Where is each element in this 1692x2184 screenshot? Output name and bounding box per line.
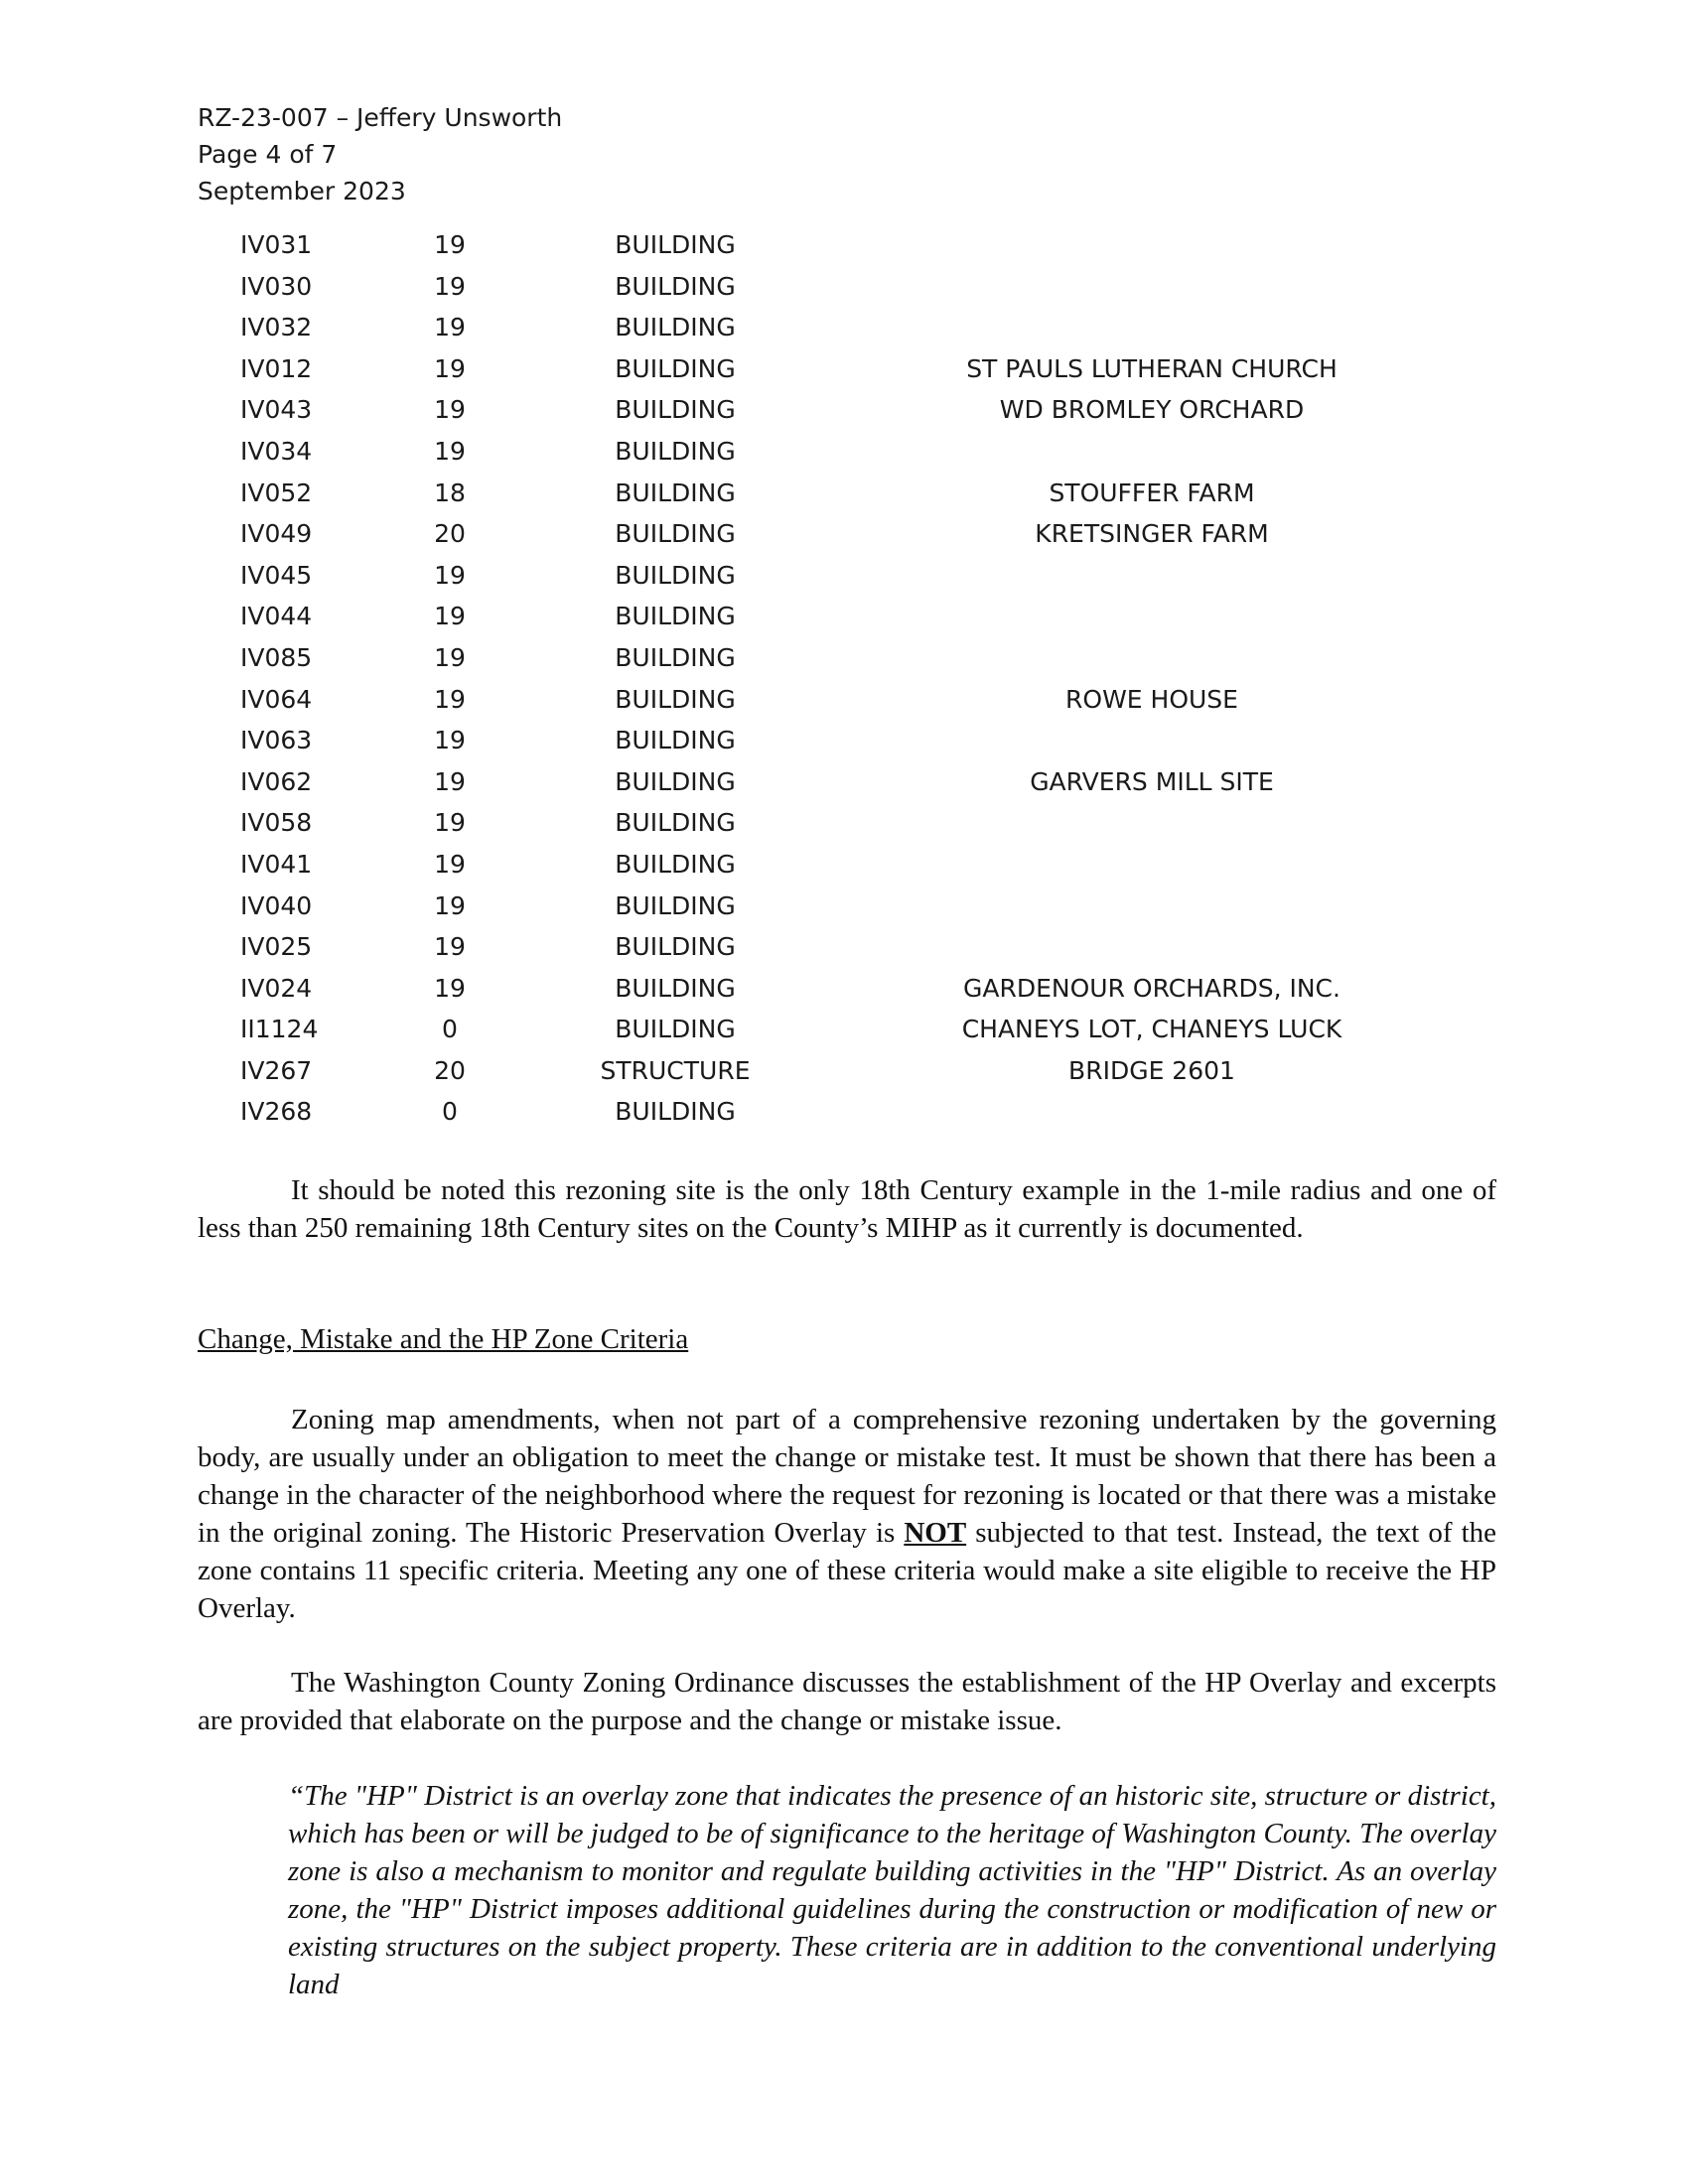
site-name: WD BROMLEY ORCHARD [999,395,1305,425]
site-type: BUILDING [615,642,736,672]
table-row [0,224,1692,266]
site-value: 20 [434,519,466,549]
site-id: IV064 [240,684,313,714]
site-id: IV012 [240,353,313,383]
table-row [0,802,1692,844]
site-name: BRIDGE 2601 [1068,1055,1235,1085]
site-value: 19 [434,808,466,838]
table-row [0,596,1692,637]
historic-sites-table [0,224,1692,1133]
document-date: September 2023 [198,177,406,205]
table-row [0,1009,1692,1050]
site-type: BUILDING [615,684,736,714]
site-id: IV031 [240,230,313,259]
site-type: BUILDING [615,436,736,466]
site-name: CHANEYS LOT, CHANEYS LUCK [961,1015,1342,1044]
site-id: IV062 [240,766,313,796]
site-value: 19 [434,271,466,301]
table-row [0,720,1692,761]
site-id: IV045 [240,560,313,590]
site-value: 19 [434,602,466,631]
site-type: BUILDING [615,1097,736,1127]
site-type: BUILDING [615,602,736,631]
site-name: STOUFFER FARM [1049,478,1255,507]
site-value: 0 [442,1097,458,1127]
table-row [0,348,1692,390]
site-value: 18 [434,478,466,507]
site-type: BUILDING [615,519,736,549]
table-row [0,968,1692,1010]
ordinance-quote: “The "HP" District is an overlay zone that indicates the presence of an historic site, structure or district, which has been or will be judged to be of significance to the heritage of Washington County. The overlay zone is also a mechanism to monitor and regulate building activities in the "HP" District. As an overlay zone, the "HP" District imposes additional guidelines during the construction or modification of new or existing structures on the subject property. These criteria are in addition to the conventional underlying land [288,1780,1496,2000]
table-row [0,886,1692,927]
site-type: BUILDING [615,395,736,425]
site-type: BUILDING [615,478,736,507]
site-value: 19 [434,726,466,755]
site-id: IV032 [240,313,313,342]
site-type: BUILDING [615,230,736,259]
site-value: 19 [434,436,466,466]
site-type: BUILDING [615,849,736,879]
site-id: IV040 [240,890,313,920]
table-row [0,431,1692,473]
table-row [0,513,1692,555]
table-row [0,844,1692,886]
site-id: IV267 [240,1055,313,1085]
site-type: BUILDING [615,271,736,301]
table-row [0,679,1692,721]
site-id: IV041 [240,849,313,879]
site-type: BUILDING [615,766,736,796]
site-type: BUILDING [615,313,736,342]
site-value: 0 [442,1015,458,1044]
site-value: 19 [434,766,466,796]
site-id: IV044 [240,602,313,631]
site-name: GARDENOUR ORCHARDS, INC. [963,973,1340,1003]
site-value: 19 [434,642,466,672]
site-id: IV063 [240,726,313,755]
site-name: KRETSINGER FARM [1035,519,1269,549]
site-id: II1124 [240,1015,319,1044]
section-heading: Change, Mistake and the HP Zone Criteria [198,1323,689,1355]
site-id: IV268 [240,1097,313,1127]
site-type: BUILDING [615,973,736,1003]
table-row [0,307,1692,348]
site-id: IV049 [240,519,313,549]
site-value: 19 [434,313,466,342]
site-value: 19 [434,684,466,714]
site-type: BUILDING [615,932,736,962]
table-row [0,761,1692,803]
emphasis-not: NOT [904,1517,967,1549]
case-number: RZ-23-007 – Jeffery Unsworth [198,103,563,132]
site-type: BUILDING [615,1015,736,1044]
site-value: 19 [434,973,466,1003]
site-id: IV043 [240,395,313,425]
paragraph-zoning-amendments: Zoning map amendments, when not part of a comprehensive rezoning undertaken by the governing body, are usually under an obligation to meet the change or mistake test. It must be shown that there has been a change in the character of the neighborhood where the request for rezoning is located or that there was a mistake in the original zoning. The Historic Preservation Overlay is NOT subjected to that test. Instead, the text of the zone contains 11 specific criteria. Meeting any one of these criteria would make a site eligible to receive the HP Overlay. [198,1404,1497,1624]
table-row [0,389,1692,431]
document-header [198,99,562,209]
site-value: 19 [434,849,466,879]
table-row [0,473,1692,514]
site-name: GARVERS MILL SITE [1030,766,1274,796]
site-id: IV058 [240,808,313,838]
table-row [0,926,1692,968]
table-row [0,555,1692,597]
site-type: BUILDING [615,726,736,755]
site-type: BUILDING [615,560,736,590]
site-type: BUILDING [615,808,736,838]
site-id: IV085 [240,642,313,672]
site-value: 19 [434,230,466,259]
table-row [0,266,1692,308]
paragraph-18th-century: It should be noted this rezoning site is the only 18th Century example in the 1-mile radius and one of less than 250 remaining 18th Century sites on the County’s MIHP as it currently is documented. [198,1174,1496,1244]
table-row [0,1050,1692,1092]
paragraph-zoning-ordinance: The Washington County Zoning Ordinance discusses the establishment of the HP Overlay and excerpts are provided that elaborate on the purpose and the change or mistake issue. [198,1667,1496,1736]
table-row [0,637,1692,679]
site-value: 20 [434,1055,466,1085]
site-value: 19 [434,353,466,383]
site-id: IV030 [240,271,313,301]
site-value: 19 [434,560,466,590]
site-value: 19 [434,395,466,425]
site-id: IV025 [240,932,313,962]
site-id: IV024 [240,973,313,1003]
site-type: BUILDING [615,890,736,920]
site-type: STRUCTURE [600,1055,751,1085]
site-name: ST PAULS LUTHERAN CHURCH [966,353,1338,383]
site-value: 19 [434,932,466,962]
site-value: 19 [434,890,466,920]
page-number: Page 4 of 7 [198,140,338,169]
table-row [0,1091,1692,1133]
site-name: ROWE HOUSE [1065,684,1238,714]
site-type: BUILDING [615,353,736,383]
site-id: IV034 [240,436,313,466]
site-id: IV052 [240,478,313,507]
